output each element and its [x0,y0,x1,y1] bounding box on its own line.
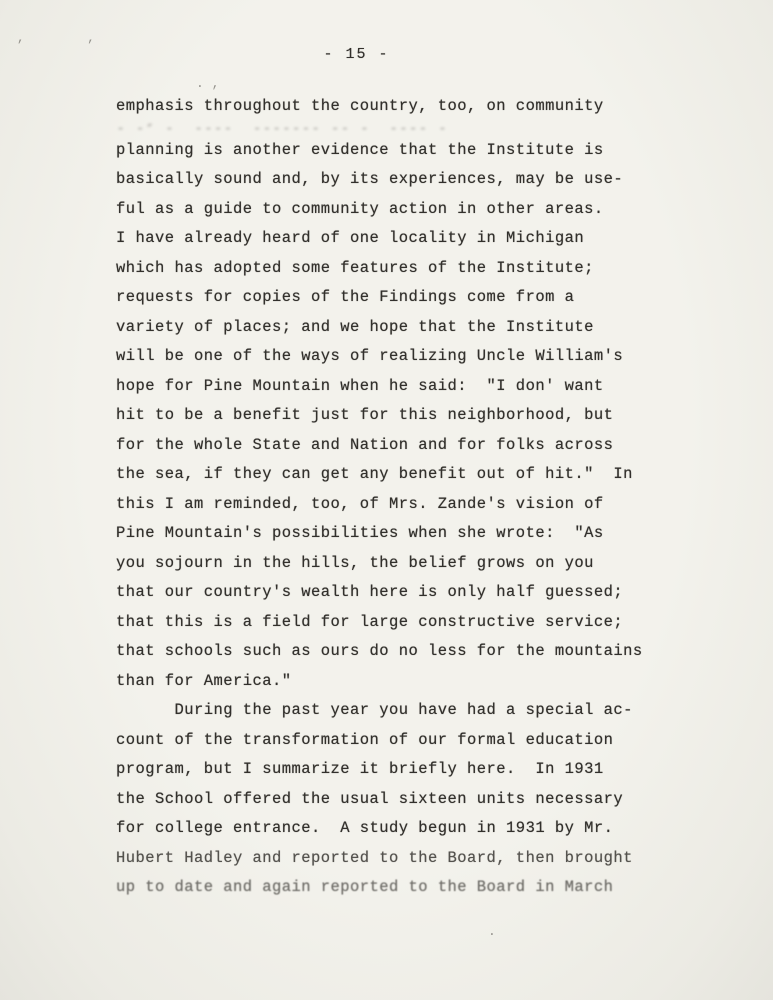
text-line: will be one of the ways of realizing Uncle William's [116,347,624,365]
text-line: program, but I summarize it briefly here. In 1931 [116,760,604,778]
text-line: you sojourn in the hills, the belief grows on you [116,553,594,572]
smudged-ghost-line: · ·’ · ···· ······· ·· · ···· · [116,123,448,134]
text-line: ful as a guide to community action in other areas. [116,199,604,218]
text-line: the School offered the usual sixteen units necessary [116,789,624,808]
text-line: that our country's wealth here is only half guessed; [116,583,624,601]
text-line: which has adopted some features of the Institute; [116,258,594,277]
text-line: for the whole State and Nation and for folks across [116,435,614,454]
text-line: I have already heard of one locality in Michigan [116,229,585,247]
scan-speck-top-left: ’ ’ [16,38,95,53]
page-number: - 15 - [323,46,390,63]
text-line: for college entrance. A study begun in 1931 by Mr. [116,819,614,837]
text-line: that schools such as ours do no less for the mountains [116,642,643,660]
text-line: basically sound and, by its experiences, may be use- [116,170,624,188]
text-line: than for America." [116,671,292,690]
text-line: requests for copies of the Findings come from a [116,288,575,306]
text-line: variety of places; and we hope that the Institute [116,317,594,336]
text-line: Pine Mountain's possibilities when she wrote: "As [116,524,604,542]
text-line: hope for Pine Mountain when he said: "I don' want [116,376,604,395]
text-line: Hubert Hadley and reported to the Board, then brought [116,848,633,867]
text-line: count of the transformation of our formal education [116,730,614,749]
text-line: hit to be a benefit just for this neighborhood, but [116,406,614,424]
text-line: up to date and again reported to the Board in March [116,878,614,896]
body-text-block [116,92,696,903]
scan-speck-bottom: . [488,924,496,939]
text-line: During the past year you have had a special ac- [116,701,633,719]
text-line: planning is another evidence that the Institute is [116,140,604,159]
text-line: that this is a field for large constructive service; [116,612,624,631]
scan-speck-under-header: . , [196,76,220,91]
text-line: the sea, if they can get any benefit out of hit." In [116,465,633,483]
text-line: this I am reminded, too, of Mrs. Zande's vision of [116,494,604,513]
text-line: emphasis throughout the country, too, on community [116,97,604,115]
